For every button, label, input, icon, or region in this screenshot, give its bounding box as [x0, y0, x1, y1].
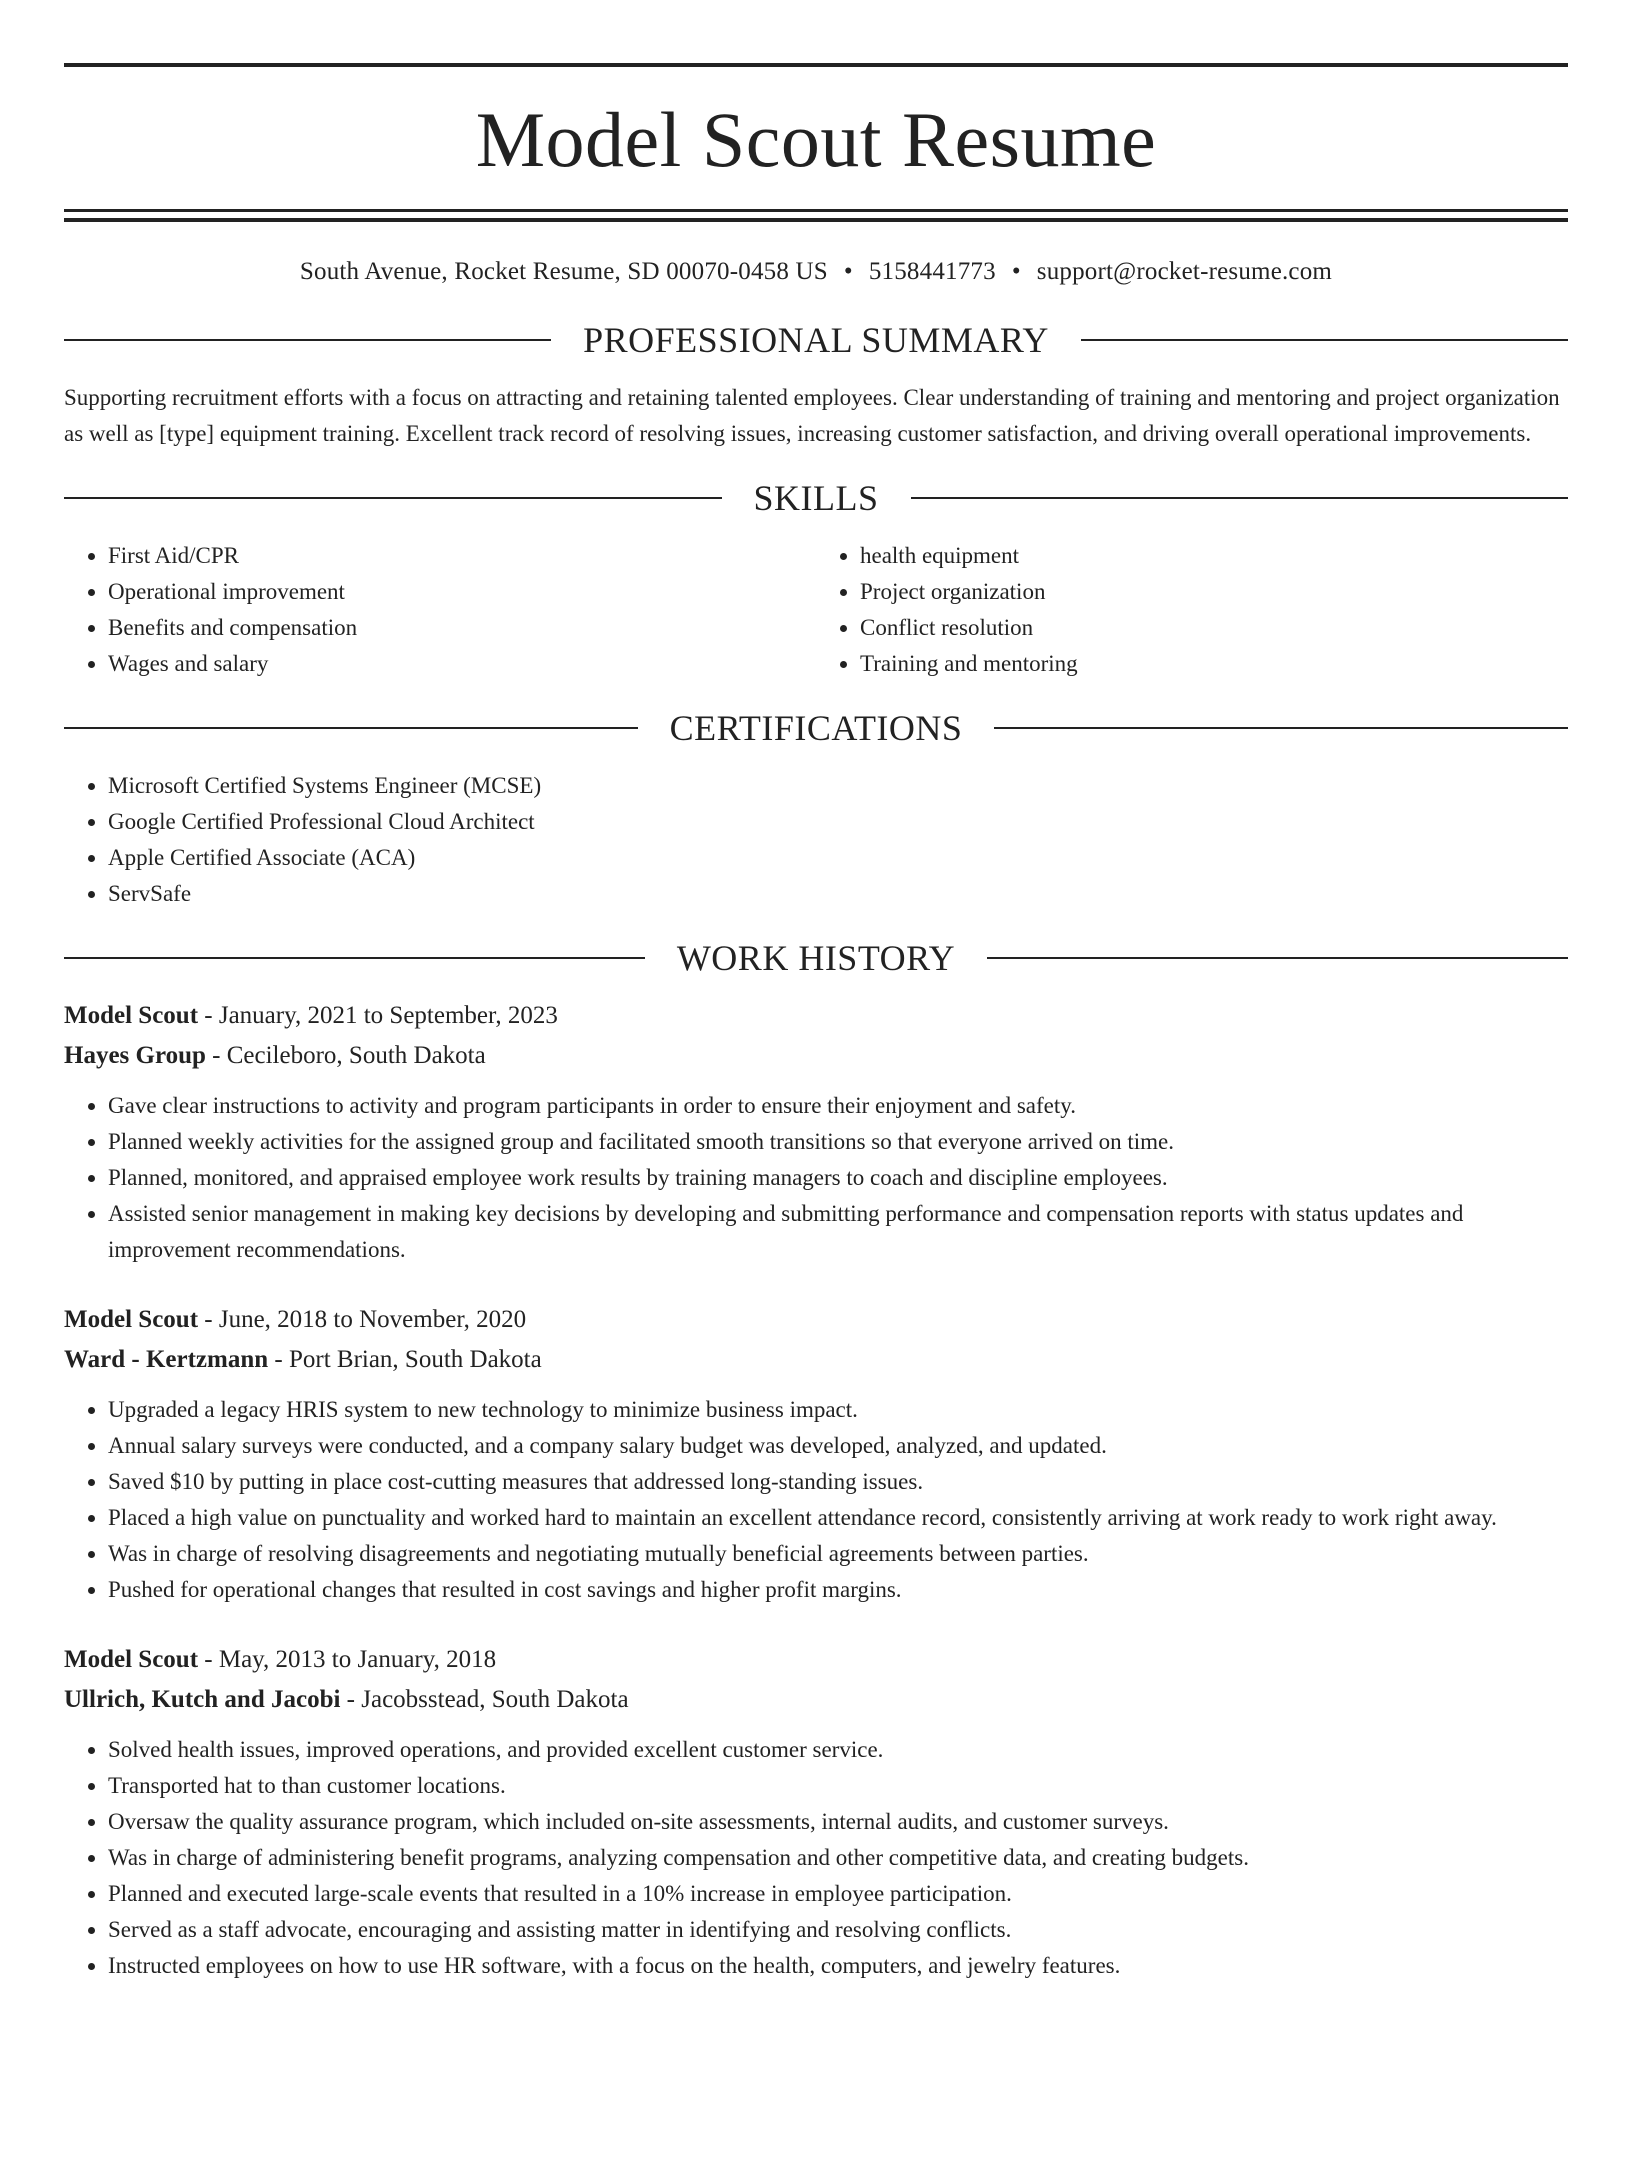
summary-text: Supporting recruitment efforts with a focus on attracting and retaining talented employees. Clear understanding of training and mentoring and project organization as well as [type] equipment training. Excellent track record of resolving issues, increasing customer satisfaction, and driving overall operational improvements. — [64, 385, 1560, 446]
certification-item: • ServSafe — [108, 876, 1568, 912]
section-title-skills: SKILLS — [753, 478, 879, 518]
page-title: Model Scout Resume — [475, 96, 1157, 183]
job-bullet: • Pushed for operational changes that resulted in cost savings and higher profit margins. — [108, 1572, 1568, 1608]
section-title-summary: PROFESSIONAL SUMMARY — [583, 320, 1049, 360]
contact-separator: • — [843, 258, 853, 285]
job-role: Model Scout — [64, 1646, 199, 1673]
skill-item: • Benefits and compensation — [108, 610, 816, 646]
section-header-work-history — [64, 940, 1568, 976]
divider-line — [64, 957, 645, 959]
skills-column-right — [816, 538, 1568, 682]
job-bullet: • Solved health issues, improved operations, and provided excellent customer service. — [108, 1732, 1568, 1768]
job-entry — [64, 1640, 1568, 1984]
divider-line — [911, 497, 1569, 499]
job-bullet: • Planned weekly activities for the assigned group and facilitated smooth transitions so that everyone arrived on time. — [108, 1124, 1568, 1160]
section-header-certifications — [64, 710, 1568, 746]
job-role: Model Scout — [64, 1002, 199, 1029]
job-company-line — [64, 1340, 1568, 1380]
job-bullet: • Gave clear instructions to activity and program participants in order to ensure their enjoyment and safety. — [108, 1088, 1568, 1124]
title-double-rule — [64, 209, 1568, 222]
job-company: Ward - Kertzmann — [64, 1346, 269, 1373]
section-header-skills — [64, 480, 1568, 516]
job-entry — [64, 996, 1568, 1268]
skill-item: • Project organization — [860, 574, 1568, 610]
contact-separator: • — [1011, 258, 1021, 285]
job-bullet: • Assisted senior management in making key decisions by developing and submitting performance and compensation reports with status updates and improvement recommendations. — [108, 1196, 1568, 1268]
job-dates: - January, 2021 to September, 2023 — [198, 1002, 558, 1029]
job-location: - Cecileboro, South Dakota — [205, 1042, 486, 1069]
divider-line — [64, 727, 638, 729]
job-company-line — [64, 1680, 1568, 1720]
job-company-line — [64, 1036, 1568, 1076]
divider-line — [994, 727, 1568, 729]
skill-item: • Training and mentoring — [860, 646, 1568, 682]
job-dates: - June, 2018 to November, 2020 — [198, 1306, 527, 1333]
skill-item: • First Aid/CPR — [108, 538, 816, 574]
divider-line — [64, 339, 551, 341]
job-title-line — [64, 1640, 1568, 1680]
job-company: Hayes Group — [64, 1042, 206, 1069]
divider-line — [64, 497, 722, 499]
job-bullet: • Transported hat to than customer locations. — [108, 1768, 1568, 1804]
job-dates: - May, 2013 to January, 2018 — [198, 1646, 497, 1673]
job-bullets — [64, 1088, 1568, 1268]
top-rule — [64, 63, 1568, 67]
section-title-work-history: WORK HISTORY — [676, 938, 956, 978]
contact-address: South Avenue, Rocket Resume, SD 00070-0458 US — [299, 258, 828, 285]
job-bullet: • Was in charge of administering benefit programs, analyzing compensation and other competitive data, and creating budgets. — [108, 1840, 1568, 1876]
job-bullets — [64, 1392, 1568, 1608]
contact-phone: 5158441773 — [868, 258, 996, 285]
skills-list — [64, 538, 1568, 682]
certification-item: • Apple Certified Associate (ACA) — [108, 840, 1568, 876]
job-company: Ullrich, Kutch and Jacobi — [64, 1686, 341, 1713]
job-title-line — [64, 996, 1568, 1036]
skill-item: • Conflict resolution — [860, 610, 1568, 646]
job-bullets — [64, 1732, 1568, 1984]
job-location: - Port Brian, South Dakota — [268, 1346, 542, 1373]
skill-item: • health equipment — [860, 538, 1568, 574]
job-bullet: • Was in charge of resolving disagreements and negotiating mutually beneficial agreements between parties. — [108, 1536, 1568, 1572]
divider-line — [1081, 339, 1568, 341]
job-bullet: • Planned, monitored, and appraised employee work results by training managers to coach and discipline employees. — [108, 1160, 1568, 1196]
skill-item: • Operational improvement — [108, 574, 816, 610]
divider-line — [987, 957, 1568, 959]
job-bullet: • Instructed employees on how to use HR software, with a focus on the health, computers, and jewelry features. — [108, 1948, 1568, 1984]
job-bullet: • Upgraded a legacy HRIS system to new technology to minimize business impact. — [108, 1392, 1568, 1428]
contact-line — [64, 258, 1568, 286]
job-entry — [64, 1300, 1568, 1608]
job-bullet: • Oversaw the quality assurance program, which included on-site assessments, internal audits, and customer surveys. — [108, 1804, 1568, 1840]
section-title-certifications: CERTIFICATIONS — [669, 708, 963, 748]
job-bullet: • Placed a high value on punctuality and worked hard to maintain an excellent attendance record, consistently arriving at work ready to work right away. — [108, 1500, 1568, 1536]
contact-email: support@rocket-resume.com — [1036, 258, 1333, 285]
skills-column-left — [64, 538, 816, 682]
job-bullet: • Served as a staff advocate, encouraging and assisting matter in identifying and resolving conflicts. — [108, 1912, 1568, 1948]
job-bullet: • Saved $10 by putting in place cost-cutting measures that addressed long-standing issues. — [108, 1464, 1568, 1500]
job-bullet: • Annual salary surveys were conducted, and a company salary budget was developed, analyzed, and updated. — [108, 1428, 1568, 1464]
job-role: Model Scout — [64, 1306, 199, 1333]
skill-item: • Wages and salary — [108, 646, 816, 682]
certification-item: • Microsoft Certified Systems Engineer (MCSE) — [108, 768, 1568, 804]
job-location: - Jacobsstead, South Dakota — [340, 1686, 629, 1713]
resume-page — [0, 63, 1632, 1984]
certification-item: • Google Certified Professional Cloud Architect — [108, 804, 1568, 840]
certifications-list — [64, 768, 1568, 912]
section-header-summary — [64, 322, 1568, 358]
job-bullet: • Planned and executed large-scale events that resulted in a 10% increase in employee participation. — [108, 1876, 1568, 1912]
job-title-line — [64, 1300, 1568, 1340]
